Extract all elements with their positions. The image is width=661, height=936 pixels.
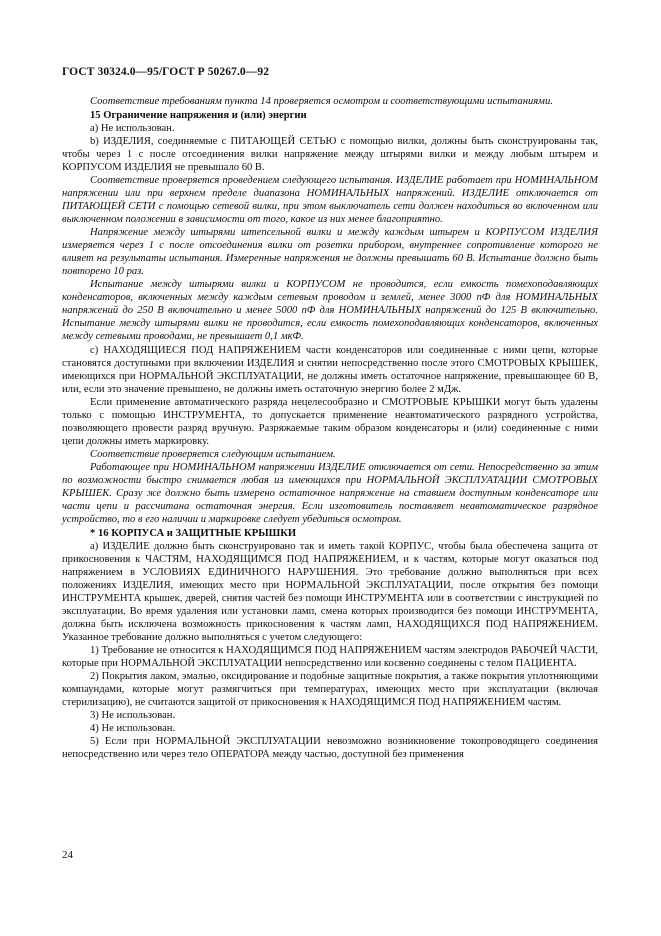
paragraph-15c: с) НАХОДЯЩИЕСЯ ПОД НАПРЯЖЕНИЕМ части конденсаторов или соединенные с ними цепи, которые становятся доступными при включении ИЗДЕЛИЯ и снятии непосредственно после этого СМОТРОВЫХ КРЫШЕК, имеющихся при НОРМАЛЬНОЙ ЭКСПЛУАТАЦИИ, не должны иметь остаточное напряжение, превышающее 60 В, или, если это значение превышено, не должны иметь остаточную энергию более 2 мДж. (62, 345, 598, 395)
section-heading-15: 15 Ограничение напряжения и (или) энергии (90, 110, 307, 121)
paragraph-15a: а) Не использован. (90, 123, 175, 134)
paragraph-16a-2: 2) Покрытия лаком, эмалью, оксидирование и подобные защитные покрытия, а также покрытия уплотняющими компаундами, которые могут размягчиться при температурах, имеющих место при эксплуатации (включая стерилизацию), не считаются защитой от прикосновения к НАХОДЯЩИМСЯ ПОД НАПРЯЖЕНИЕМ частям. (62, 671, 598, 708)
document-body (62, 95, 598, 761)
paragraph-voltage-measurement: Напряжение между штырями штепсельной вилки и между каждым штырем и КОРПУСОМ ИЗДЕЛИЯ измеряется через 1 с после отсоединения вилки от розетки прибором, внутреннее сопротивление которого не влияет на результаты испытания. Измеренные напряжения не должны превышать 60 В. Испытание должно быть повторено 10 раз. (62, 227, 598, 277)
section-heading-16: * 16 КОРПУСА и ЗАЩИТНЫЕ КРЫШКИ (90, 528, 297, 539)
page-number: 24 (62, 849, 73, 861)
paragraph-test-procedure: Соответствие проверяется проведением следующего испытания. ИЗДЕЛИЕ работает при НОМИНАЛЬНОМ напряжении или при верхнем пределе диапазона НОМИНАЛЬНЫХ напряжений. ИЗДЕЛИЕ отключается от ПИТАЮЩЕЙ СЕТИ с помощью сетевой вилки, при этом выключатель сети должен находиться во включенном или выключенном положении в зависимости от того, какое из них менее благоприятно. (62, 175, 598, 225)
paragraph-16a-4: 4) Не использован. (90, 723, 176, 734)
paragraph-compliance-test: Соответствие проверяется следующим испытанием. (90, 449, 336, 460)
paragraph-capacitor-exception: Испытание между штырями вилки и КОРПУСОМ не проводится, если емкость помехоподавляющих конденсаторов, включенных между каждым сетевым проводом и землей, менее 3000 пФ для НОМИНАЛЬНЫХ напряжений до 250 В включительно и менее 5000 пФ для НОМИНАЛЬНЫХ напряжений до 125 В включительно. Испытание между штырями вилки не проводится, если емкость помехоподавляющих конденсаторов, включенных между сетевыми проводами, не превышает 0,1 мкФ. (62, 279, 598, 342)
paragraph-16a: а) ИЗДЕЛИЕ должно быть сконструировано так и иметь такой КОРПУС, чтобы была обеспечена защита от прикосновения к ЧАСТЯМ, НАХОДЯЩИМСЯ ПОД НАПРЯЖЕНИЕМ, и к частям, которые могут оказаться под напряжением в УСЛОВИЯХ ЕДИНИЧНОГО НАРУШЕНИЯ. Это требование должно выполняться при всех положениях ИЗДЕЛИЯ, имеющих место при НОРМАЛЬНОЙ ЭКСПЛУАТАЦИИ, после открытия без помощи ИНСТРУМЕНТА крышек, дверей, снятия частей без помощи ИНСТРУМЕНТА или в соответствии с инструкцией по эксплуатации. Во время удаления или установки ламп, смена которых производится без помощи ИНСТРУМЕНТА, должна быть исключена возможность прикосновения к частям ламп, НАХОДЯЩИХСЯ ПОД НАПРЯЖЕНИЕМ. Указанное требование должно выполняться с учетом следующего: (62, 541, 598, 643)
paragraph-15b: b) ИЗДЕЛИЯ, соединяемые с ПИТАЮЩЕЙ СЕТЬЮ с помощью вилки, должны быть сконструированы так, чтобы через 1 с после отсоединения вилки напряжение между штырями вилки и между любым штырем и КОРПУСОМ ИЗДЕЛИЯ не превышало 60 В. (62, 136, 598, 173)
page-header: ГОСТ 30324.0—95/ГОСТ Р 50267.0—92 (62, 66, 270, 78)
paragraph-16a-5: 5) Если при НОРМАЛЬНОЙ ЭКСПЛУАТАЦИИ невозможно возникновение токопроводящего соединения непосредственно или через тело ОПЕРАТОРА между частью, доступной без применения (62, 736, 598, 760)
paragraph-16a-1: 1) Требование не относится к НАХОДЯЩИМСЯ ПОД НАПРЯЖЕНИЕМ частям электродов РАБОЧЕЙ ЧАСТИ, которые при НОРМАЛЬНОЙ ЭКСПЛУАТАЦИИ непосредственно или косвенно соединены с телом ПАЦИЕНТА. (62, 645, 598, 669)
paragraph-residual-voltage-test: Работающее при НОМИНАЛЬНОМ напряжении ИЗДЕЛИЕ отключается от сети. Непосредственно за этим по возможности быстро снимается любая из имеющихся при НОРМАЛЬНОЙ ЭКСПЛУАТАЦИИ СМОТРОВЫХ КРЫШЕК. Сразу же должно быть измерено остаточное напряжение на ставшем доступным конденсаторе или части цепи и рассчитана остаточная энергия. Если изготовитель поставляет неавтоматическое разрядное устройство, то в его наличии и маркировке следует убедиться осмотром. (62, 462, 598, 525)
paragraph-manual-discharge: Если применение автоматического разряда нецелесообразно и СМОТРОВЫЕ КРЫШКИ могут быть удалены только с помощью ИНСТРУМЕНТА, то допускается применение неавтоматического разрядного устройства, позволяющего провести разряд вручную. Разряжаемые таким образом конденсаторы и (или) соединенные с ними цепи должны иметь маркировку. (62, 397, 598, 447)
paragraph-16a-3: 3) Не использован. (90, 710, 176, 721)
paragraph-compliance-14: Соответствие требованиям пункта 14 проверяется осмотром и соответствующими испытаниями. (90, 96, 553, 107)
